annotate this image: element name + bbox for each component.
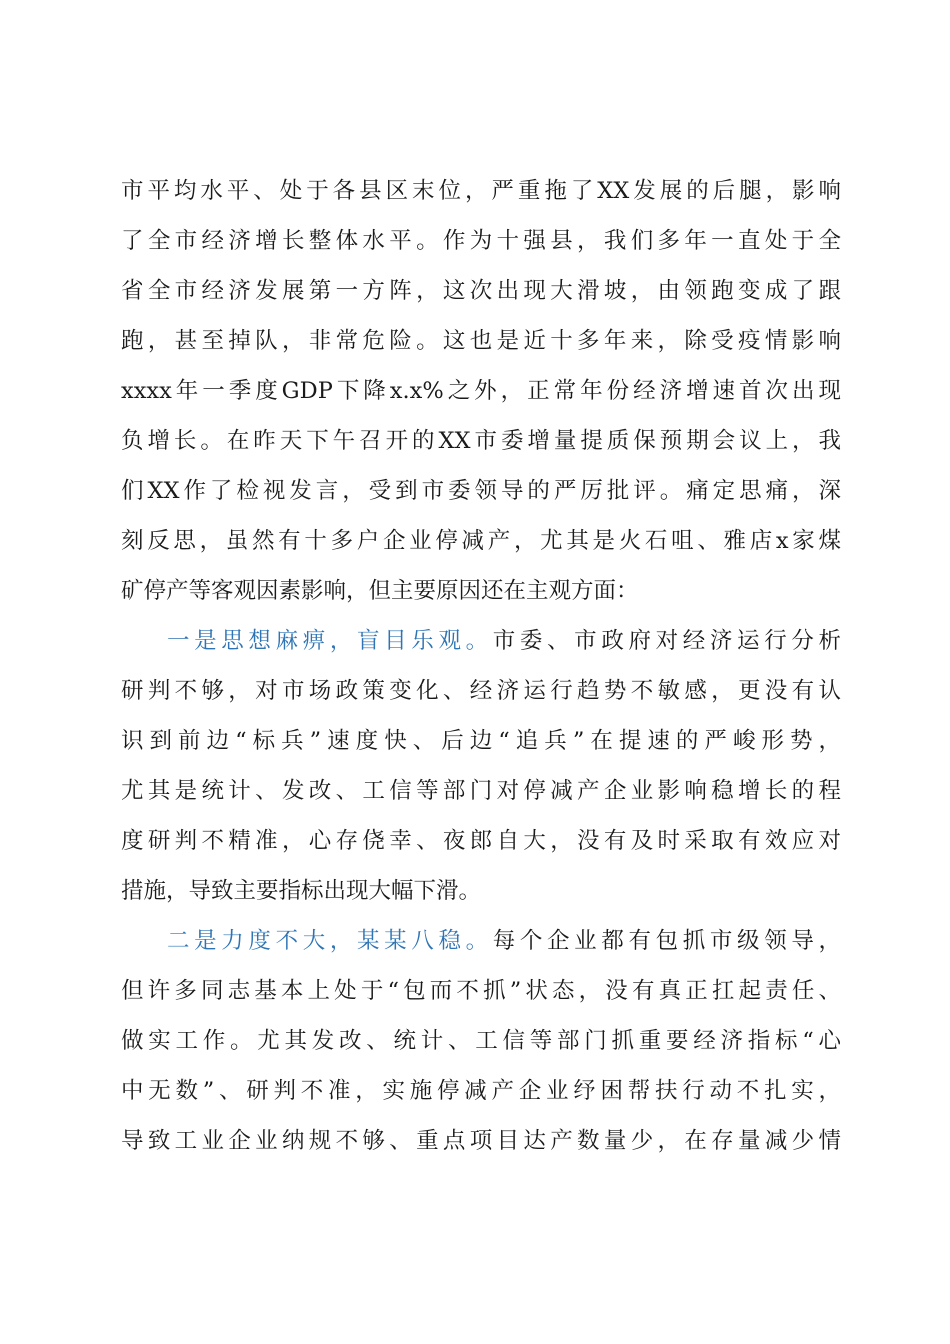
text-line: 市平均水平、处于各县区末位，严重拖了XX发展的后腿，影响 [121,178,841,204]
text-line: 尤其是统计、发改、工信等部门对停减产企业影响稳增长的程 [121,778,841,804]
text-line: 度研判不精准，心存侥幸、夜郎自大，没有及时采取有效应对 [121,828,841,854]
text-line: 矿停产等客观因素影响，但主要原因还在主观方面： [121,578,639,604]
text-line: 负增长。在昨天下午召开的XX市委增量提质保预期会议上，我 [121,428,841,454]
text-line: 研判不够，对市场政策变化、经济运行趋势不敏感，更没有认 [121,678,841,704]
section-heading: 二是力度不大，某某八稳。 [167,928,493,954]
text-line: 但许多同志基本上处于“包而不抓”状态，没有真正扛起责任、 [121,978,841,1004]
text-line: 省全市经济发展第一方阵，这次出现大滑坡，由领跑变成了跟 [121,278,841,304]
paragraph-3 [121,916,841,1166]
paragraph-2 [121,616,841,916]
text-line: 措施，导致主要指标出现大幅下滑。 [121,878,482,904]
section-heading: 一是思想麻痹，盲目乐观。 [167,628,493,654]
text-line: xxxx年一季度GDP下降x.x%之外，正常年份经济增速首次出现 [121,378,841,404]
paragraph-1 [121,166,841,616]
text-fragment: 市委、市政府对经济运行分析 [492,628,841,654]
text-line: 识到前边“标兵”速度快、后边“追兵”在提速的严峻形势， [121,728,841,754]
text-line: 们XX作了检视发言，受到市委领导的严厉批评。痛定思痛，深 [121,478,841,504]
text-line: 中无数”、研判不准，实施停减产企业纾困帮扶行动不扎实， [121,1078,841,1104]
text-line: 刻反思，虽然有十多户企业停减产，尤其是火石咀、雅店x家煤 [121,528,841,554]
text-line [121,616,841,666]
text-line [121,916,841,966]
text-line: 了全市经济增长整体水平。作为十强县，我们多年一直处于全 [121,228,841,254]
text-fragment: 每个企业都有包抓市级领导， [492,928,841,954]
document-body [121,166,841,1166]
text-line: 导致工业企业纳规不够、重点项目达产数量少，在存量减少情 [121,1128,841,1154]
text-line: 跑，甚至掉队，非常危险。这也是近十多年来，除受疫情影响 [121,328,841,354]
text-line: 做实工作。尤其发改、统计、工信等部门抓重要经济指标“心 [121,1028,841,1054]
